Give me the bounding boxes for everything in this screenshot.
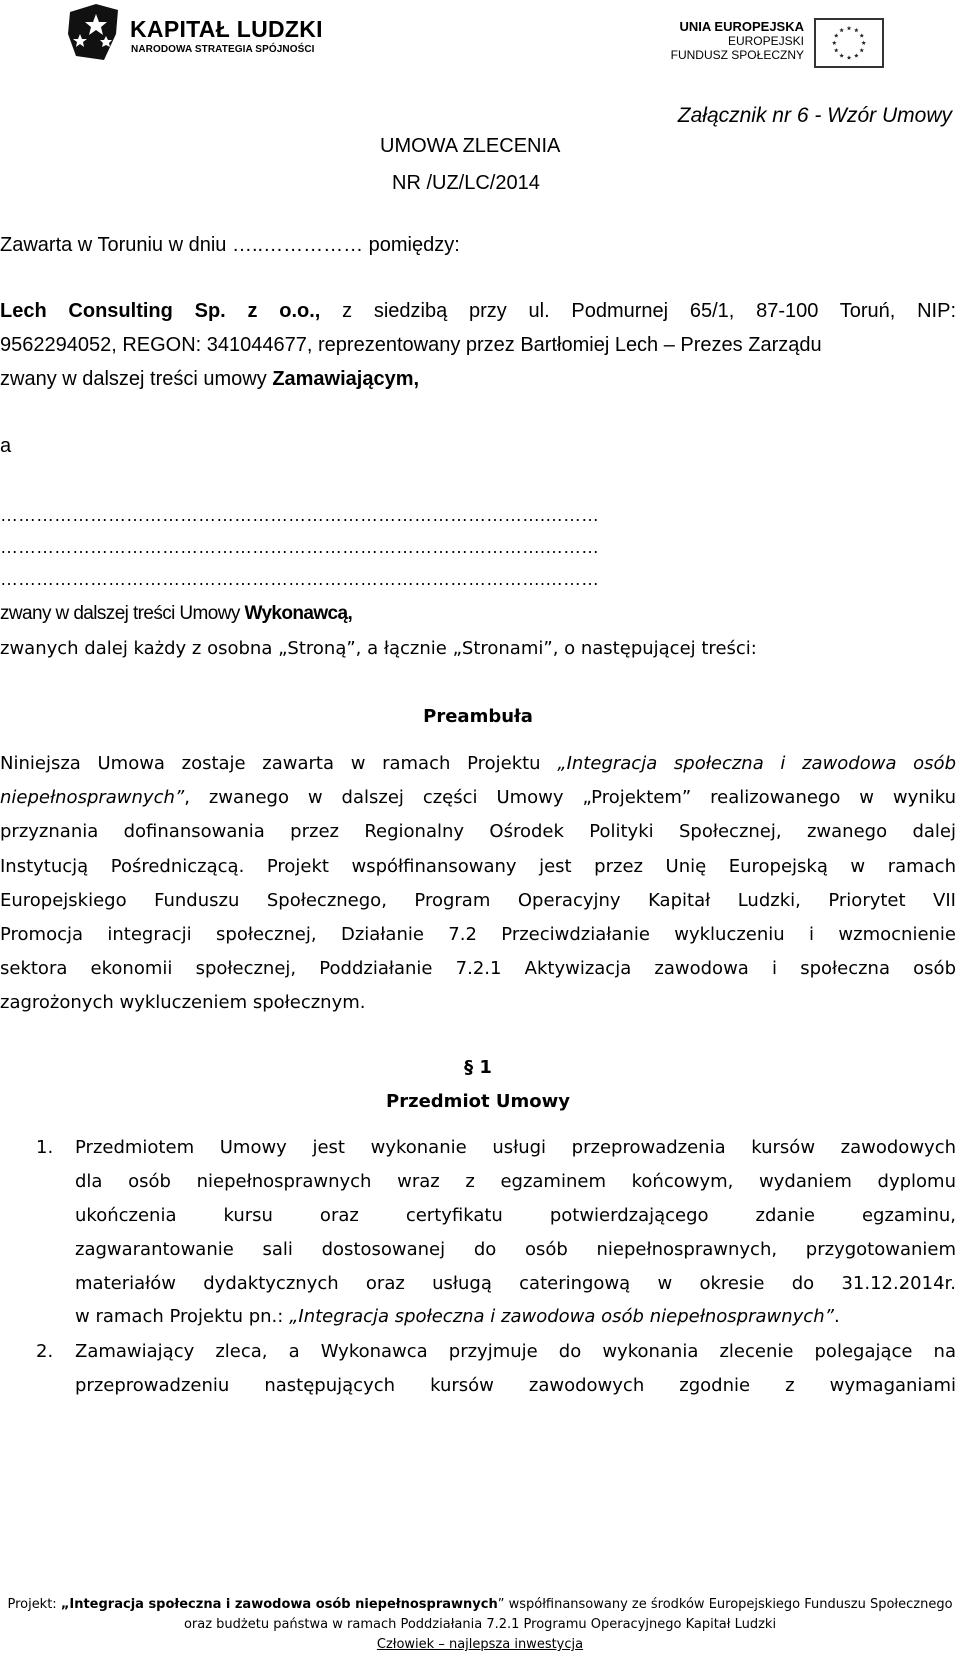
eu-line2: EUROPEJSKI [727,34,804,48]
item-1-line-5: materiałów dydaktycznych oraz usługą cateringową w okresie do 31.12.2014r. [75,1273,956,1294]
item-2-line-2: przeprowadzeniu następujących kursów zawodowych zgodnie z wymaganiami [75,1375,956,1396]
item-1-line-4: zagwarantowanie sali dostosowanej do osób niepełnosprawnych, przygotowaniem [75,1239,956,1260]
eu-star-icon [854,53,859,57]
party1-line3-text: zwany w dalszej treści umowy [0,368,273,390]
eu-logo [664,18,894,70]
eu-stars-flag-icon [814,18,884,68]
preamble-l1-text: Niniejsza Umowa zostaje zawarta w ramach Projektu [0,753,558,774]
annex-label: Załącznik nr 6 - Wzór Umowy [677,104,952,127]
party1-line1 [0,300,956,323]
party1-role: Zamawiającym, [272,368,420,390]
eu-star-icon [834,33,839,37]
eu-star-icon [839,28,844,32]
item-1-line-6 [75,1306,956,1327]
section-1-sign-text: § 1 [464,1057,492,1078]
preamble-line-4: Instytucją Pośredniczącą. Projekt współfinansowany jest przez Unię Europejską w ramach [0,856,956,877]
preamble-line-1 [0,753,956,774]
kapital-ludzki-subtitle: NARODOWA STRATEGIA SPÓJNOŚCI [131,44,315,55]
eu-star-icon [839,53,844,57]
project-name-part1: „Integracja społeczna i zawodowa osób [557,753,956,774]
party1-line2: 9562294052, REGON: 341044677, reprezentowany przez Bartłomiej Lech – Prezes Zarządu [0,334,822,356]
party1-address: z siedzibą przy ul. Podmurnej 65/1, 87-100 Toruń, NIP: [342,300,957,322]
kapital-ludzki-logo [66,4,356,66]
preamble-line-7: sektora ekonomii społecznej, Poddziałanie 7.2.1 Aktywizacja zawodowa i społeczna osób [0,958,956,979]
eu-star-icon [859,48,864,52]
eu-star-icon [854,28,859,32]
item-1-project-name: „Integracja społeczna i zawodowa osób niepełnosprawnych” [289,1306,834,1327]
eu-star-icon [859,33,864,37]
blank-line-1: ……………………………………………………………………………….……… [0,505,600,525]
item-1-number: 1. [36,1137,54,1158]
section-1-heading [0,1091,956,1112]
contract-title: UMOWA ZLECENIA [380,135,561,157]
contract-number: NR /UZ/LC/2014 [392,172,540,194]
eu-star-icon [834,48,839,52]
footer-line-2: oraz budżetu państwa w ramach Poddziałania 7.2.1 Programu Operacyjnego Kapitał Ludzki [183,1617,777,1632]
project-name-part2: niepełnosprawnych” [0,787,185,808]
footer-l1-suffix: ” współfinansowany ze środków Europejskiego Funduszu Społecznego [497,1597,953,1612]
kapital-ludzki-name: KAPITAŁ LUDZKI [130,16,323,42]
section-1-sign [0,1057,956,1078]
preamble-l2-text: , zwanego w dalszej części Umowy „Projektem” realizowanego w wyniku [184,787,956,808]
item-1-line-1: Przedmiotem Umowy jest wykonanie usługi przeprowadzenia kursów zawodowych [75,1137,956,1158]
party2-line1-text: zwany w dalszej treści Umowy [0,603,245,624]
party2-line2: zwanych dalej każdy z osobna „Stroną”, a łącznie „Stronami”, o następującej treści: [0,638,757,659]
kapital-ludzki-emblem-icon [66,4,122,64]
item-1-l6-period: . [833,1306,840,1327]
and-word: a [0,435,12,457]
party2-role: Wykonawcą, [244,603,353,624]
section-1-heading-text: Przedmiot Umowy [386,1091,570,1112]
blank-line-2: ……………………………………………………………………………….……… [0,537,600,557]
item-1-line-3: ukończenia kursu oraz certyfikatu potwierdzającego zdanie egzaminu, [75,1205,956,1226]
party2-line1 [0,603,352,625]
eu-logo-text [664,20,804,62]
eu-star-icon [861,41,866,45]
preamble-heading [0,706,956,727]
eu-line1: UNIA EUROPEJSKA [679,19,804,34]
blank-line-3: ……………………………………………………………………………….……… [0,569,600,589]
party1-name: Lech Consulting Sp. z o.o., [0,300,321,322]
eu-star-icon [847,26,852,30]
item-2-number: 2. [36,1341,54,1362]
footer-line-1 [0,1597,960,1612]
party1-line3 [0,368,419,391]
footer-l1-prefix: Projekt: [7,1597,61,1612]
footer-line-3: Człowiek – najlepsza inwestycja [376,1637,584,1652]
preamble-line-5: Europejskiego Funduszu Społecznego, Program Operacyjny Kapitał Ludzki, Priorytet VII [0,890,956,911]
item-2-line-1: Zamawiający zleca, a Wykonawca przyjmuje do wykonania zlecenie polegające na [75,1341,956,1362]
preamble-heading-text: Preambuła [423,706,533,727]
preamble-line-6: Promocja integracji społecznej, Działanie 7.2 Przeciwdziałanie wykluczeniu i wzmocnienie [0,924,956,945]
preamble-line-2 [0,787,956,808]
preamble-line-3: przyznania dofinansowania przez Regionalny Ośrodek Polityki Społecznej, zwanego dalej [0,821,956,842]
preamble-line-8: zagrożonych wykluczeniem społecznym. [0,992,366,1013]
eu-star-icon [847,55,852,59]
footer-project-name: „Integracja społeczna i zawodowa osób niepełnosprawnych [60,1597,498,1612]
item-1-l6-text: w ramach Projektu pn.: [75,1306,290,1327]
eu-line3: FUNDUSZ SPOŁECZNY [670,48,804,62]
eu-star-icon [832,41,837,45]
intro-line: Zawarta w Toruniu w dniu …..…………… pomiędzy: [0,234,460,256]
item-1-line-2: dla osób niepełnosprawnych wraz z egzaminem końcowym, wydaniem dyplomu [75,1171,956,1192]
